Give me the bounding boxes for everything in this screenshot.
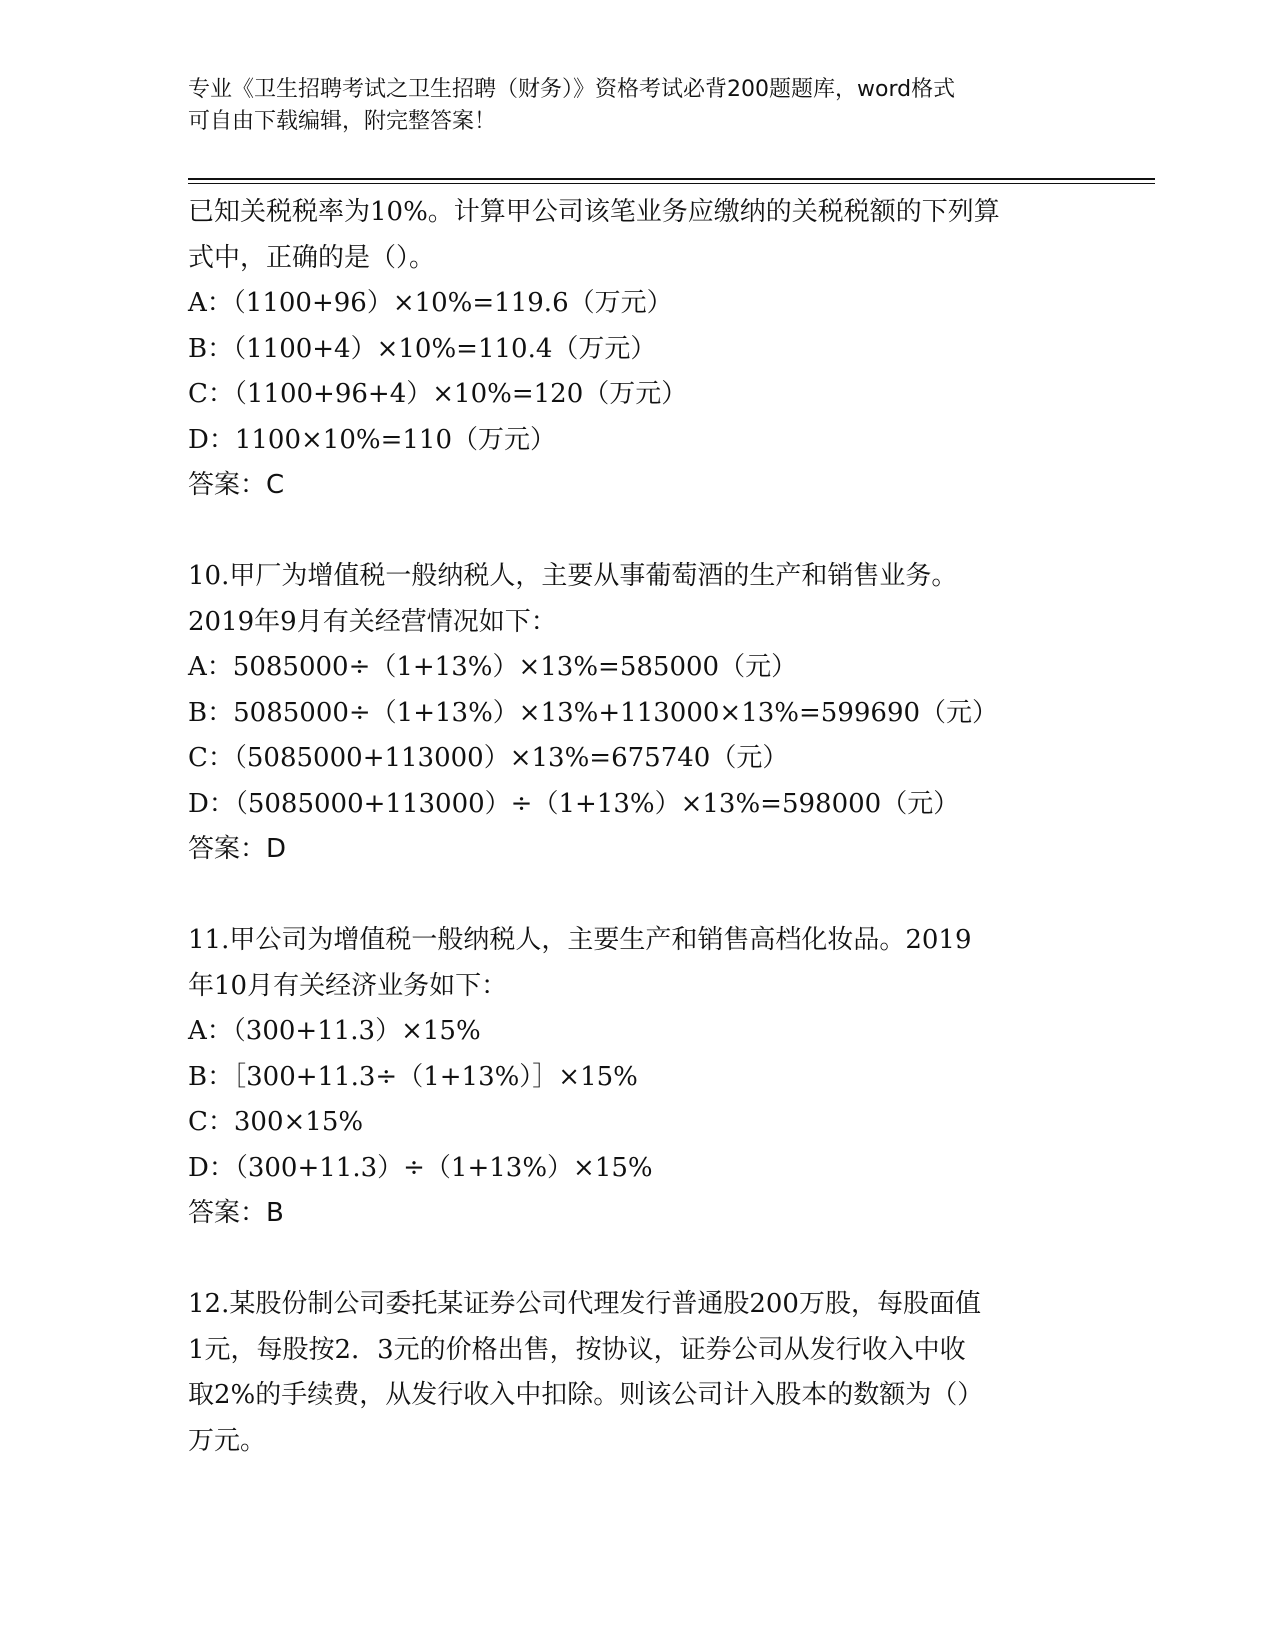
question-stem-line: 已知关税税率为10%。计算甲公司该笔业务应缴纳的关税税额的下列算 [188,197,1000,227]
option-b: B：［300+11.3÷（1+13%）］×15% [188,1061,638,1092]
option-d: D：（5085000+113000）÷（1+13%）×13%=598000（元） [188,788,960,819]
header-divider-thick [188,178,1155,180]
header-line-1: 专业《卫生招聘考试之卫生招聘（财务）》资格考试必背200题题库，word格式 [188,77,956,102]
option-a: A：（300+11.3）×15% [188,1016,481,1046]
option-c: C：（5085000+113000）×13%=675740（元） [188,743,789,773]
question-12 [188,1282,1088,1464]
question-10 [188,554,1088,873]
question-stem-line: 11.甲公司为增值税一般纳税人，主要生产和销售高档化妆品。2019 [188,925,972,955]
header-line-2: 可自由下载编辑，附完整答案！ [188,109,497,134]
document-body [188,190,1088,1464]
option-d: D：1100×10%=110（万元） [188,424,556,455]
question-stem-line: 12.某股份制公司委托某证券公司代理发行普通股200万股，每股面值 [188,1289,981,1319]
question-stem-line: 1元，每股按2．3元的价格出售，按协议，证券公司从发行收入中收 [188,1334,966,1365]
option-c: C：300×15% [188,1107,364,1137]
answer-line: 答案：B [188,1198,284,1228]
question-stem-line: 取2%的手续费，从发行收入中扣除。则该公司计入股本的数额为（） [188,1380,984,1410]
option-b: B：（1100+4）×10%=110.4（万元） [188,333,657,364]
question-stem-line: 万元。 [188,1425,267,1456]
option-a: A：（1100+96）×10%=119.6（万元） [188,288,673,318]
question-9 [188,190,1088,509]
option-a: A：5085000÷（1+13%）×13%=585000（元） [188,652,798,682]
question-stem-line: 年10月有关经济业务如下： [188,970,508,1001]
option-b: B：5085000÷（1+13%）×13%+113000×13%=599690（元） [188,697,999,728]
page-header [188,74,1088,138]
option-c: C：（1100+96+4）×10%=120（万元） [188,379,688,409]
answer-line: 答案：C [188,470,285,500]
spacer [188,873,1088,919]
question-stem-line: 2019年9月有关经营情况如下： [188,606,557,637]
option-d: D：（300+11.3）÷（1+13%）×15% [188,1152,653,1183]
question-stem-line: 式中，正确的是（）。 [188,242,436,273]
spacer [188,1237,1088,1283]
question-stem-line: 10.甲厂为增值税一般纳税人，主要从事葡萄酒的生产和销售业务。 [188,561,958,591]
spacer [188,509,1088,555]
question-11 [188,918,1088,1237]
answer-line: 答案：D [188,834,287,864]
header-divider-thin [188,183,1155,184]
